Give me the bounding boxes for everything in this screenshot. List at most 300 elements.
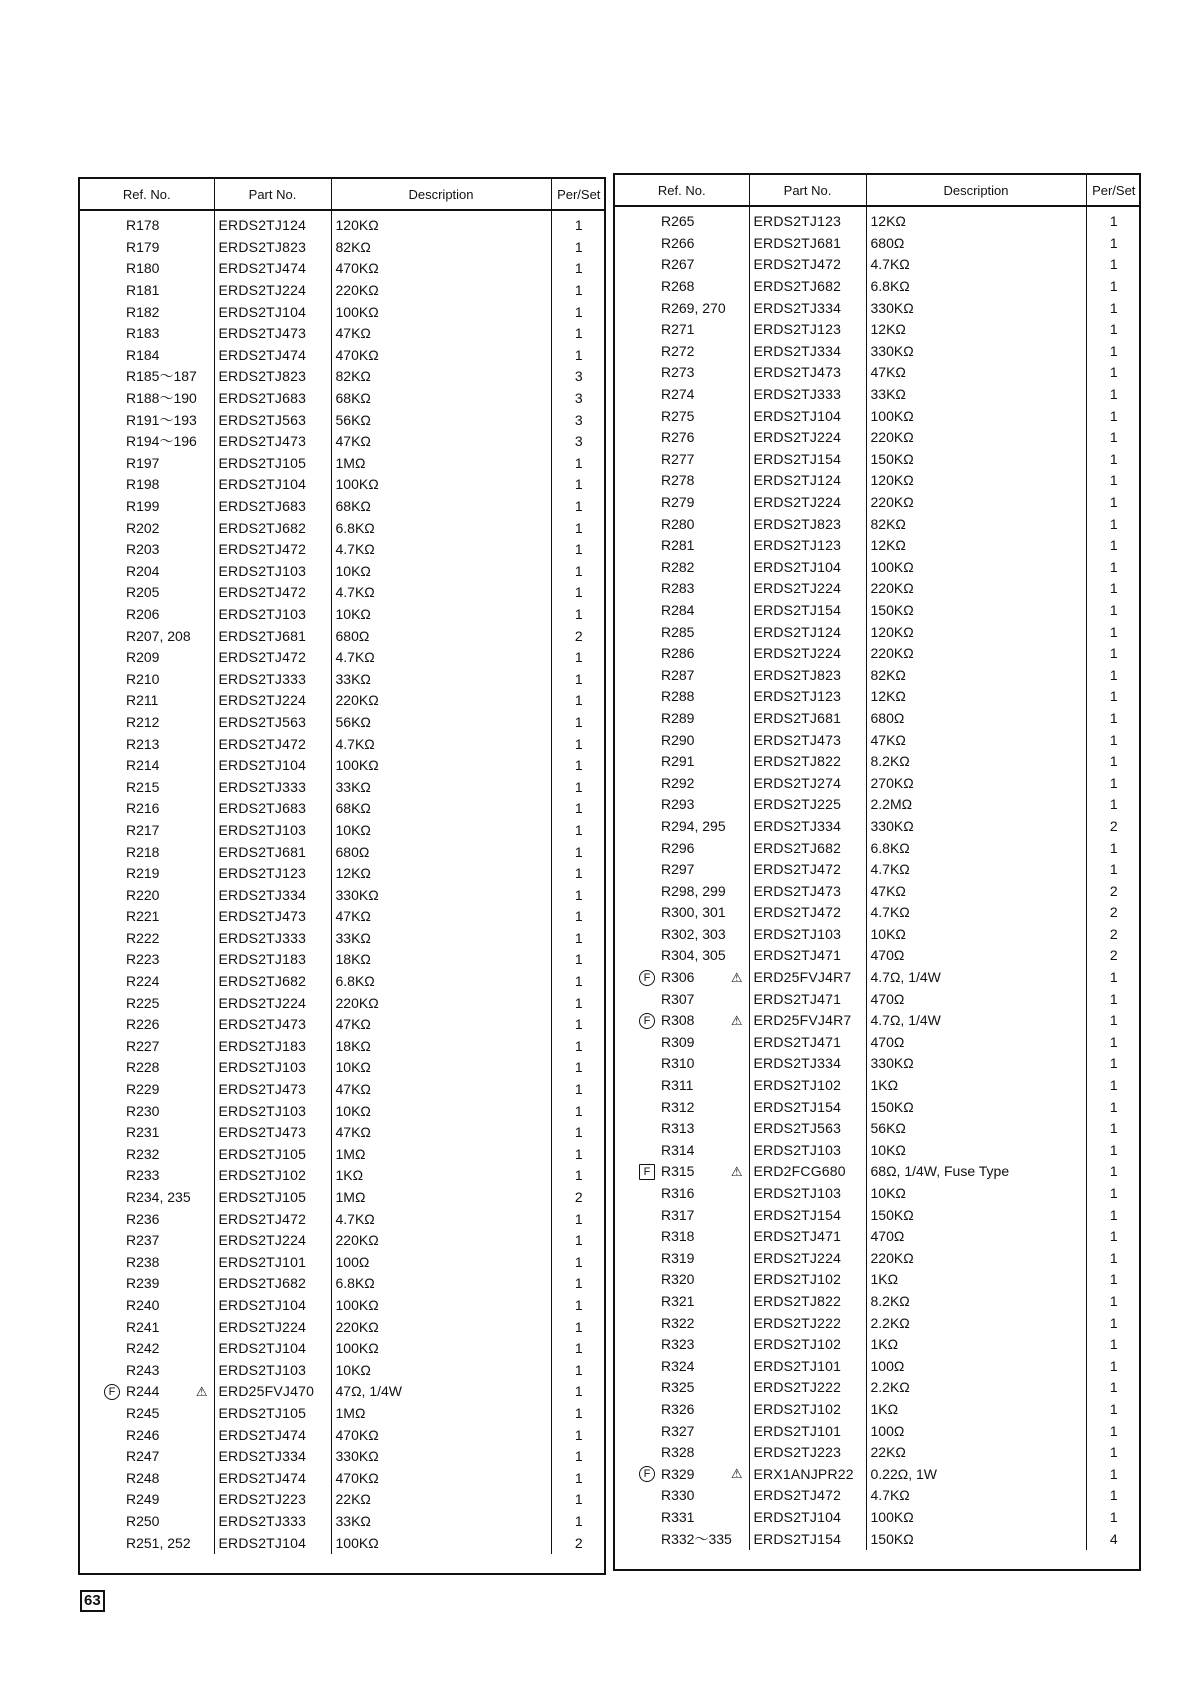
per-set-cell-text: 1 — [1109, 969, 1118, 986]
description-cell-text: 470KΩ — [335, 1426, 379, 1443]
description-cell-text: 4.7KΩ — [870, 904, 910, 921]
part-no-cell — [214, 1403, 331, 1425]
description-cell-text: 120KΩ — [870, 472, 914, 489]
part-no-cell — [749, 513, 866, 535]
per-set-cell-text: 1 — [1109, 1055, 1118, 1072]
part-no-cell-text: ERDS2TJ333 — [218, 670, 307, 687]
per-set-cell-text: 1 — [574, 1145, 583, 1162]
ref-no-cell — [80, 1338, 214, 1360]
description-cell — [866, 492, 1086, 514]
ref-no-cell — [615, 837, 749, 859]
ref-no-cell-text: R217 — [126, 821, 160, 838]
part-no-cell-text: ERDS2TJ183 — [218, 1037, 307, 1054]
part-no-cell — [749, 1485, 866, 1507]
per-set-cell — [1086, 1507, 1141, 1529]
description-cell — [331, 1230, 551, 1252]
ref-no-cell — [80, 539, 214, 561]
table-row — [80, 841, 606, 863]
table-row — [80, 1424, 606, 1446]
ref-no-cell — [615, 1226, 749, 1248]
description-cell-text: 82KΩ — [335, 238, 371, 255]
table-row — [615, 1248, 1141, 1270]
description-cell-text: 220KΩ — [870, 645, 914, 662]
ref-no-cell — [615, 1485, 749, 1507]
ref-no-cell — [80, 1316, 214, 1338]
table-row — [615, 945, 1141, 967]
description-cell-text: 6.8KΩ — [335, 519, 375, 536]
ref-no-cell-text: R317 — [661, 1206, 695, 1223]
per-set-cell-text: 1 — [1109, 666, 1118, 683]
description-cell-text: 4.7KΩ — [335, 584, 375, 601]
part-no-cell — [749, 772, 866, 794]
per-set-cell — [1086, 449, 1141, 471]
table-row — [615, 384, 1141, 406]
ref-no-cell-text: R182 — [126, 303, 160, 320]
ref-no-cell — [615, 924, 749, 946]
part-no-cell — [749, 1032, 866, 1054]
part-no-cell-text: ERDS2TJ334 — [218, 1448, 307, 1465]
table-row — [615, 449, 1141, 471]
per-set-cell-text: 1 — [574, 757, 583, 774]
per-set-cell — [1086, 1183, 1141, 1205]
table-row — [615, 427, 1141, 449]
ref-no-cell-text: R265 — [661, 213, 695, 230]
description-cell-text: 330KΩ — [870, 817, 914, 834]
ref-no-cell — [80, 906, 214, 928]
part-no-cell — [214, 1489, 331, 1511]
ref-no-cell — [80, 1424, 214, 1446]
safety-warning-icon: ⚠ — [730, 1164, 743, 1180]
description-cell — [866, 578, 1086, 600]
description-cell — [866, 319, 1086, 341]
table-row — [80, 863, 606, 885]
part-no-cell-text: ERDS2TJ473 — [218, 1124, 307, 1141]
per-set-cell — [1086, 254, 1141, 276]
part-no-cell-text: ERDS2TJ224 — [753, 1249, 842, 1266]
part-no-cell — [214, 539, 331, 561]
description-cell — [866, 297, 1086, 319]
table-row — [80, 1165, 606, 1187]
part-no-cell-text: ERDS2TJ682 — [218, 1275, 307, 1292]
ref-no-cell-text: R239 — [126, 1275, 160, 1292]
ref-no-cell-text: R220 — [126, 886, 160, 903]
description-cell-text: 120KΩ — [870, 623, 914, 640]
part-no-cell — [214, 496, 331, 518]
part-no-cell — [749, 470, 866, 492]
description-cell-text: 6.8KΩ — [870, 839, 910, 856]
ref-no-cell-text: R308 — [661, 1012, 695, 1029]
per-set-cell — [551, 345, 606, 367]
ref-no-cell — [80, 388, 214, 410]
description-cell-text: 4.7KΩ — [870, 1487, 910, 1504]
description-cell — [866, 276, 1086, 298]
ref-no-cell-text: R267 — [661, 256, 695, 273]
description-cell-text: 470KΩ — [335, 346, 379, 363]
part-no-cell-text: ERDS2TJ682 — [218, 973, 307, 990]
description-cell — [866, 211, 1086, 233]
per-set-cell — [1086, 1485, 1141, 1507]
ref-no-cell — [615, 1420, 749, 1442]
per-set-cell-text: 1 — [574, 584, 583, 601]
description-cell — [331, 992, 551, 1014]
description-cell-text: 33KΩ — [335, 670, 371, 687]
part-no-cell-text: ERDS2TJ334 — [218, 886, 307, 903]
description-cell — [331, 1252, 551, 1274]
ref-no-cell-text: R244 — [126, 1383, 160, 1400]
ref-no-cell — [80, 561, 214, 583]
table-row — [80, 1316, 606, 1338]
part-no-cell-text: ERDS2TJ102 — [218, 1167, 307, 1184]
description-cell — [331, 1122, 551, 1144]
part-no-cell-text: ERDS2TJ472 — [218, 1210, 307, 1227]
ref-no-cell — [80, 1079, 214, 1101]
ref-no-cell — [615, 297, 749, 319]
part-no-cell — [749, 1010, 866, 1032]
part-no-cell-text: ERDS2TJ471 — [753, 1228, 842, 1245]
ref-no-cell-text: R287 — [661, 666, 695, 683]
per-set-cell-text: 1 — [1109, 645, 1118, 662]
per-set-cell-text: 1 — [574, 886, 583, 903]
description-cell-text: 220KΩ — [335, 1318, 379, 1335]
ref-no-cell — [80, 647, 214, 669]
per-set-cell — [1086, 470, 1141, 492]
part-no-cell-text: ERDS2TJ123 — [753, 688, 842, 705]
part-no-cell — [749, 578, 866, 600]
table-row — [615, 1355, 1141, 1377]
page-number: 63 — [80, 1590, 105, 1612]
part-no-cell — [749, 794, 866, 816]
part-no-cell — [749, 1420, 866, 1442]
per-set-cell — [1086, 924, 1141, 946]
description-cell-text: 220KΩ — [870, 429, 914, 446]
part-no-cell — [214, 992, 331, 1014]
description-cell-text: 10KΩ — [870, 1185, 906, 1202]
part-no-cell-text: ERDS2TJ334 — [753, 1055, 842, 1072]
description-cell — [331, 1273, 551, 1295]
description-cell-text: 68Ω, 1/4W, Fuse Type — [870, 1163, 1010, 1180]
table-row — [615, 988, 1141, 1010]
part-no-cell — [749, 1269, 866, 1291]
part-no-cell-text: ERDS2TJ474 — [218, 346, 307, 363]
safety-warning-icon: ⚠ — [730, 1466, 743, 1482]
ref-no-cell — [615, 1248, 749, 1270]
per-set-cell — [1086, 1334, 1141, 1356]
per-set-cell-text: 1 — [574, 951, 583, 968]
ref-no-cell-text: R292 — [661, 774, 695, 791]
table-row — [615, 1096, 1141, 1118]
part-no-cell — [749, 686, 866, 708]
part-no-cell-text: ERDS2TJ472 — [218, 584, 307, 601]
header-part-no: Part No. — [214, 179, 331, 210]
ref-no-cell — [615, 600, 749, 622]
per-set-cell-text: 1 — [574, 346, 583, 363]
part-no-cell — [214, 1014, 331, 1036]
ref-no-cell — [80, 928, 214, 950]
part-no-cell-text: ERDS2TJ222 — [753, 1379, 842, 1396]
table-row — [615, 1161, 1141, 1183]
description-cell — [331, 1359, 551, 1381]
per-set-cell — [1086, 362, 1141, 384]
part-no-cell-text: ERDS2TJ274 — [753, 774, 842, 791]
description-cell-text: 12KΩ — [870, 537, 906, 554]
per-set-cell — [1086, 686, 1141, 708]
part-no-cell — [749, 1075, 866, 1097]
description-cell-text: 10KΩ — [335, 821, 371, 838]
part-no-cell — [214, 776, 331, 798]
table-row — [80, 1230, 606, 1252]
part-no-cell-text: ERDS2TJ682 — [218, 519, 307, 536]
table-row — [615, 470, 1141, 492]
per-set-cell-text: 1 — [574, 713, 583, 730]
part-no-cell — [749, 837, 866, 859]
header-per-set: Per/Set — [551, 179, 606, 210]
ref-no-cell — [615, 1010, 749, 1032]
description-cell — [866, 1355, 1086, 1377]
description-cell-text: 680Ω — [335, 843, 370, 860]
description-cell — [331, 863, 551, 885]
ref-no-cell-text: R232 — [126, 1145, 160, 1162]
header-per-set: Per/Set — [1086, 175, 1141, 206]
per-set-cell — [551, 453, 606, 475]
ref-no-cell — [80, 1208, 214, 1230]
per-set-cell — [1086, 967, 1141, 989]
description-cell — [866, 859, 1086, 881]
part-no-cell — [749, 233, 866, 255]
per-set-cell — [1086, 902, 1141, 924]
description-cell — [866, 1096, 1086, 1118]
description-cell-text: 56KΩ — [870, 1120, 906, 1137]
per-set-cell-text: 1 — [574, 1124, 583, 1141]
ref-no-cell — [80, 733, 214, 755]
per-set-cell-text: 2 — [1109, 817, 1118, 834]
ref-no-cell — [615, 643, 749, 665]
description-cell-text: 330KΩ — [870, 342, 914, 359]
description-cell-text: 33KΩ — [335, 929, 371, 946]
description-cell — [331, 1014, 551, 1036]
part-no-cell-text: ERDS2TJ102 — [753, 1400, 842, 1417]
per-set-cell — [551, 949, 606, 971]
ref-no-cell-text: R223 — [126, 951, 160, 968]
part-no-cell — [214, 431, 331, 453]
table-row — [80, 561, 606, 583]
ref-no-cell-text: R319 — [661, 1249, 695, 1266]
part-no-cell-text: ERDS2TJ123 — [753, 537, 842, 554]
description-cell — [331, 409, 551, 431]
description-cell — [866, 1485, 1086, 1507]
per-set-cell-text: 1 — [1109, 990, 1118, 1007]
description-cell — [866, 751, 1086, 773]
description-cell — [331, 561, 551, 583]
part-no-cell — [749, 427, 866, 449]
table-row — [615, 751, 1141, 773]
ref-no-cell — [615, 1118, 749, 1140]
per-set-cell-text: 1 — [574, 325, 583, 342]
description-cell-text: 47Ω, 1/4W — [335, 1383, 402, 1400]
description-cell-text: 47KΩ — [335, 1124, 371, 1141]
ref-no-cell — [615, 1507, 749, 1529]
part-no-cell — [749, 1399, 866, 1421]
ref-no-cell — [615, 341, 749, 363]
description-cell — [331, 453, 551, 475]
part-no-cell — [214, 1532, 331, 1554]
description-cell — [866, 708, 1086, 730]
description-cell — [331, 928, 551, 950]
ref-no-cell — [615, 751, 749, 773]
per-set-cell-text: 1 — [1109, 623, 1118, 640]
part-no-cell — [214, 258, 331, 280]
ref-no-cell-text: R215 — [126, 778, 160, 795]
description-cell — [331, 712, 551, 734]
description-cell — [331, 949, 551, 971]
per-set-cell-text: 1 — [574, 1340, 583, 1357]
ref-no-cell — [80, 949, 214, 971]
per-set-cell-text: 2 — [1109, 925, 1118, 942]
ref-no-cell — [80, 755, 214, 777]
description-cell-text: 680Ω — [870, 709, 905, 726]
table-row — [80, 1467, 606, 1489]
ref-no-cell-text: R237 — [126, 1232, 160, 1249]
per-set-cell-text: 1 — [1109, 1249, 1118, 1266]
per-set-cell-text: 1 — [1109, 1444, 1118, 1461]
per-set-cell-text: 1 — [1109, 321, 1118, 338]
per-set-cell-text: 1 — [574, 994, 583, 1011]
ref-no-cell — [615, 1204, 749, 1226]
per-set-cell — [551, 1403, 606, 1425]
description-cell-text: 56KΩ — [335, 713, 371, 730]
part-no-cell-text: ERDS2TJ473 — [218, 433, 307, 450]
part-no-cell-text: ERDS2TJ224 — [218, 282, 307, 299]
description-cell — [866, 902, 1086, 924]
ref-no-cell-text: R242 — [126, 1340, 160, 1357]
ref-no-cell — [80, 1446, 214, 1468]
ref-no-cell — [615, 1399, 749, 1421]
part-no-cell — [214, 345, 331, 367]
description-cell — [331, 841, 551, 863]
part-no-cell — [214, 1079, 331, 1101]
ref-no-cell — [615, 1053, 749, 1075]
table-row — [80, 1079, 606, 1101]
description-cell — [331, 1057, 551, 1079]
ref-no-cell — [80, 1230, 214, 1252]
per-set-cell-text: 1 — [1109, 1400, 1118, 1417]
table-row — [615, 578, 1141, 600]
per-set-cell-text: 1 — [1109, 1314, 1118, 1331]
description-cell — [331, 1424, 551, 1446]
ref-no-cell-text: R285 — [661, 623, 695, 640]
per-set-cell-text: 1 — [1109, 1141, 1118, 1158]
ref-no-cell — [80, 409, 214, 431]
description-cell-text: 270KΩ — [870, 774, 914, 791]
per-set-cell-text: 1 — [574, 800, 583, 817]
part-no-cell-text: ERDS2TJ224 — [218, 1318, 307, 1335]
ref-no-cell-text: R277 — [661, 450, 695, 467]
description-cell-text: 8.2KΩ — [870, 753, 910, 770]
per-set-cell-text: 1 — [1109, 1098, 1118, 1115]
part-no-cell-text: ERDS2TJ105 — [218, 1189, 307, 1206]
per-set-cell-text: 1 — [1109, 407, 1118, 424]
per-set-cell-text: 3 — [574, 368, 583, 385]
table-row — [615, 362, 1141, 384]
part-no-cell-text: ERDS2TJ224 — [218, 1232, 307, 1249]
per-set-cell-text: 1 — [574, 303, 583, 320]
per-set-cell-text: 4 — [1109, 1530, 1118, 1547]
ref-no-cell-text: R293 — [661, 796, 695, 813]
table-row — [615, 1334, 1141, 1356]
description-cell — [866, 449, 1086, 471]
per-set-cell — [551, 1381, 606, 1403]
per-set-cell-text: 1 — [574, 519, 583, 536]
part-no-cell — [749, 1355, 866, 1377]
per-set-cell — [551, 1338, 606, 1360]
ref-no-cell — [80, 258, 214, 280]
per-set-cell — [551, 1036, 606, 1058]
ref-no-cell-text: R183 — [126, 325, 160, 342]
description-cell-text: 150KΩ — [870, 1206, 914, 1223]
per-set-cell — [1086, 405, 1141, 427]
ref-no-cell-text: R248 — [126, 1469, 160, 1486]
ref-no-cell-text: R326 — [661, 1400, 695, 1417]
table-row — [80, 1252, 606, 1274]
description-cell-text: 100KΩ — [335, 1296, 379, 1313]
description-cell-text: 6.8KΩ — [335, 973, 375, 990]
per-set-cell-text: 1 — [574, 1361, 583, 1378]
ref-no-cell — [80, 1489, 214, 1511]
description-cell-text: 47KΩ — [335, 1081, 371, 1098]
description-cell — [866, 967, 1086, 989]
ref-no-cell-text: R272 — [661, 342, 695, 359]
ref-no-cell-text: R222 — [126, 929, 160, 946]
part-no-cell-text: ERDS2TJ682 — [753, 839, 842, 856]
part-no-cell-text: ERDS2TJ472 — [218, 541, 307, 558]
description-cell-text: 82KΩ — [335, 368, 371, 385]
per-set-cell-text: 1 — [1109, 1033, 1118, 1050]
per-set-cell-text: 1 — [1109, 1357, 1118, 1374]
ref-no-cell — [80, 1014, 214, 1036]
description-cell — [331, 1467, 551, 1489]
per-set-cell-text: 1 — [1109, 342, 1118, 359]
part-no-cell — [214, 884, 331, 906]
table-row — [615, 880, 1141, 902]
per-set-cell — [1086, 708, 1141, 730]
part-no-cell-text: ERDS2TJ224 — [753, 645, 842, 662]
fuse-mark-icon: F — [639, 970, 655, 986]
per-set-cell — [1086, 1161, 1141, 1183]
part-no-cell — [214, 280, 331, 302]
per-set-cell — [1086, 513, 1141, 535]
ref-no-cell-text: R245 — [126, 1404, 160, 1421]
fuse-mark-icon: F — [104, 1384, 120, 1400]
description-cell — [331, 1532, 551, 1554]
table-row — [615, 1377, 1141, 1399]
per-set-cell — [1086, 1075, 1141, 1097]
per-set-cell-text: 1 — [1109, 839, 1118, 856]
per-set-cell — [551, 237, 606, 259]
table-row — [80, 1036, 606, 1058]
ref-no-cell — [80, 323, 214, 345]
ref-no-cell — [80, 237, 214, 259]
part-no-cell-text: ERDS2TJ102 — [753, 1271, 842, 1288]
description-cell — [331, 1489, 551, 1511]
per-set-cell-text: 1 — [574, 498, 583, 515]
table-row — [80, 366, 606, 388]
table-row — [615, 1528, 1141, 1550]
per-set-cell — [551, 906, 606, 928]
table-row — [615, 686, 1141, 708]
part-no-cell-text: ERDS2TJ154 — [753, 1206, 842, 1223]
ref-no-cell — [615, 557, 749, 579]
part-no-cell — [214, 1208, 331, 1230]
per-set-cell — [1086, 1399, 1141, 1421]
